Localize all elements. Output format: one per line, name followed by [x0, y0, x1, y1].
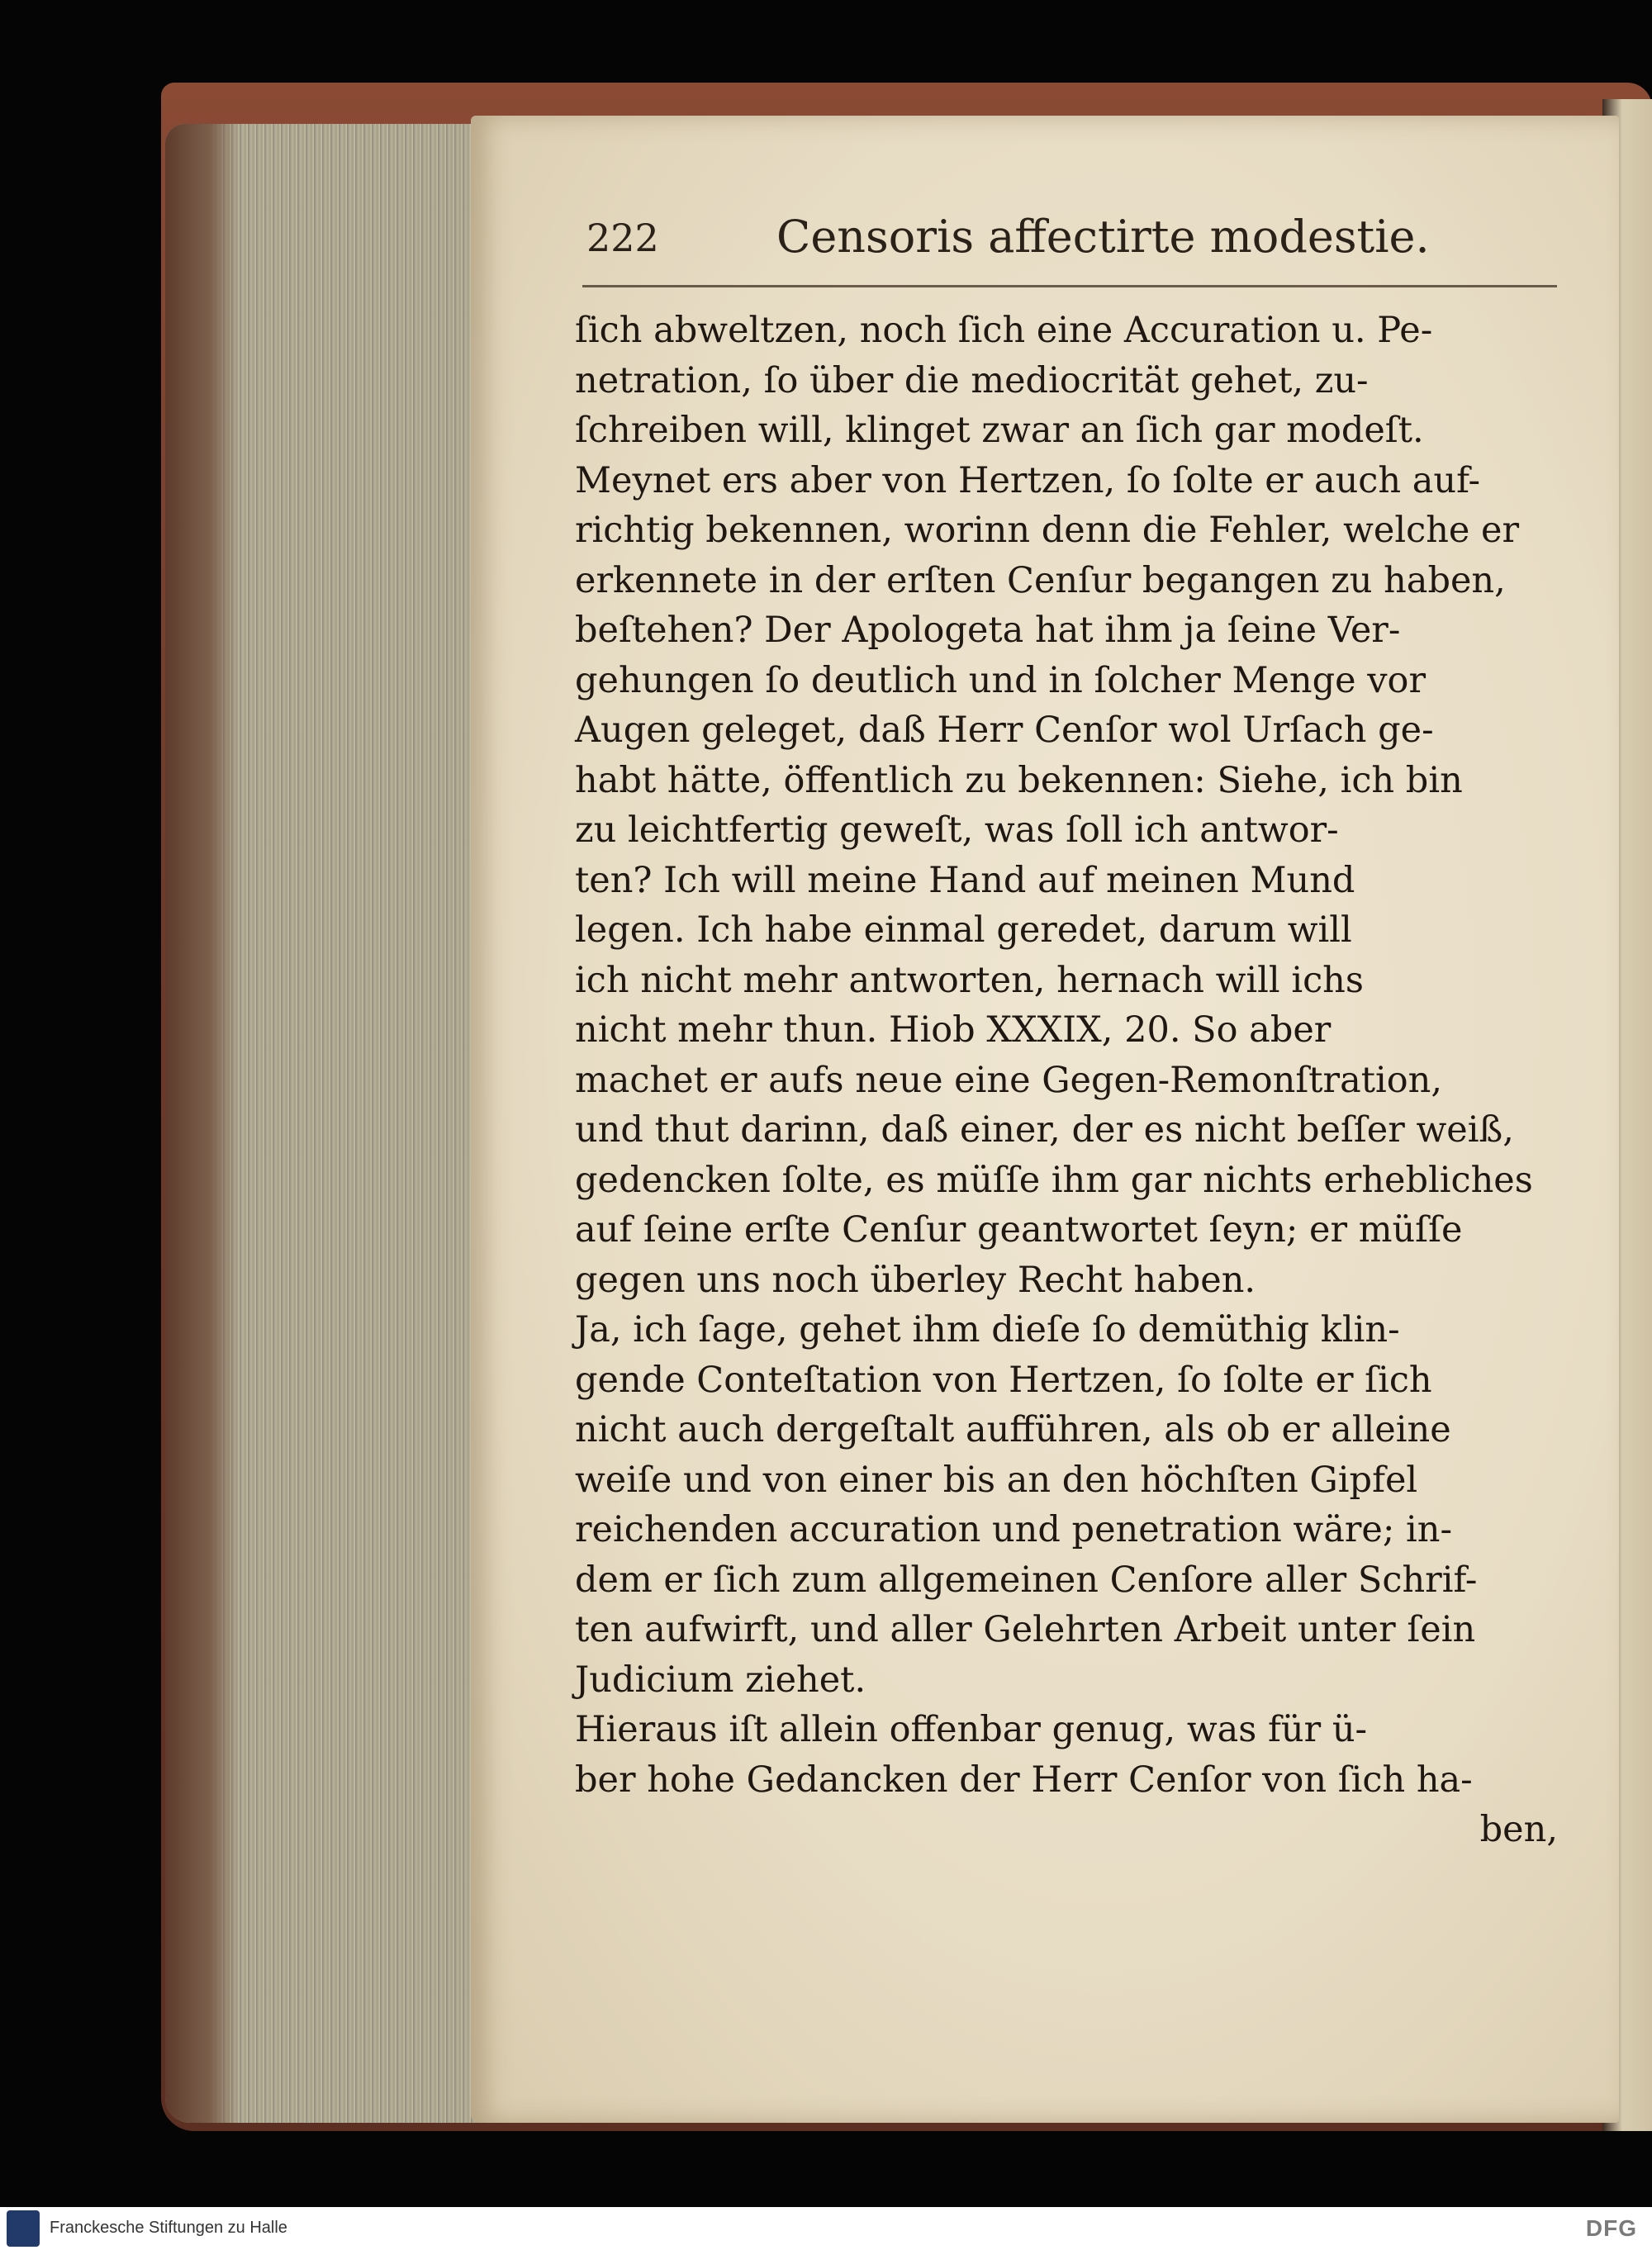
text-line: Judicium ziehet. [575, 1659, 866, 1701]
text-line: nicht auch dergeſtalt aufführen, als ob er alleine [575, 1409, 1451, 1450]
text-line: weiſe und von einer bis an den höchſten Gipfel [575, 1459, 1418, 1501]
institution-logo-icon [7, 2210, 40, 2247]
text-line: beſtehen? Der Apologeta hat ihm ja ſeine Ver- [575, 610, 1401, 651]
text-line: nicht mehr thun. Hiob XXXIX, 20. So aber [575, 1009, 1332, 1051]
head-rule [582, 285, 1557, 287]
text-line: und thut darinn, daß einer, der es nicht beſſer weiß, [575, 1109, 1514, 1151]
text-line: Augen geleget, daß Herr Cenſor wol Urſach ge- [575, 710, 1434, 751]
text-line: zu leichtfertig geweſt, was ſoll ich antwor- [575, 809, 1339, 851]
text-line: reichenden accuration und penetration wäre; in- [575, 1509, 1453, 1550]
text-line: netration, ſo über die mediocrität gehet, zu- [575, 359, 1369, 401]
text-line: ſchreiben will, klinget zwar an ſich gar modeſt. [575, 410, 1424, 451]
text-line: Meynet ers aber von Hertzen, ſo ſolte er auch auf- [575, 459, 1480, 501]
text-line: gedencken ſolte, es müſſe ihm gar nichts erhebliches [575, 1159, 1533, 1201]
text-line: gegen uns noch überley Recht haben. [575, 1259, 1256, 1301]
text-line: habt hätte, öffentlich zu bekennen: Siehe, ich bin [575, 759, 1463, 801]
spine-shadow [165, 124, 240, 2123]
text-line: ich nicht mehr antworten, hernach will ichs [575, 959, 1364, 1001]
text-line: legen. Ich habe einmal geredet, darum will [575, 909, 1352, 951]
text-line: gehungen ſo deutlich und in ſolcher Menge vor [575, 659, 1427, 701]
text-line: Ja, ich ſage, gehet ihm dieſe ſo demüthig klin- [575, 1309, 1400, 1350]
text-line: richtig bekennen, worinn denn die Fehler, welche er [575, 510, 1520, 551]
running-head [586, 211, 1528, 277]
text-line: ten aufwirft, und aller Gelehrten Arbeit unter ſein [575, 1609, 1476, 1650]
page-text [575, 306, 1566, 1855]
text-line: ber hohe Gedancken der Herr Cenſor von ſich ha- [575, 1759, 1473, 1801]
catchword: ben, [1479, 1809, 1558, 1850]
text-line: Hieraus iſt allein offenbar genug, was für ü- [575, 1709, 1368, 1750]
running-title: Censoris affectirte modestie. [776, 211, 1430, 263]
viewer-footer [0, 2207, 1652, 2250]
text-line: auf ſeine erſte Cenſur geantwortet ſeyn; er müſſe [575, 1209, 1463, 1251]
text-line: ten? Ich will meine Hand auf meinen Mund [575, 859, 1355, 901]
page-number: 222 [586, 216, 659, 260]
institution-name: Franckesche Stiftungen zu Halle [50, 2219, 287, 2237]
text-line: ſich abweltzen, noch ſich eine Accuration u. Pe- [575, 310, 1433, 351]
text-line: erkennete in der erſten Cenſur begangen zu haben, [575, 559, 1506, 601]
dfg-logo: DFG [1585, 2215, 1637, 2241]
text-line: gende Conteſtation von Hertzen, ſo ſolte er ſich [575, 1359, 1432, 1401]
text-line: dem er ſich zum allgemeinen Cenſore aller Schrif- [575, 1559, 1478, 1601]
text-line: machet er aufs neue eine Gegen-Remonſtration, [575, 1059, 1443, 1101]
